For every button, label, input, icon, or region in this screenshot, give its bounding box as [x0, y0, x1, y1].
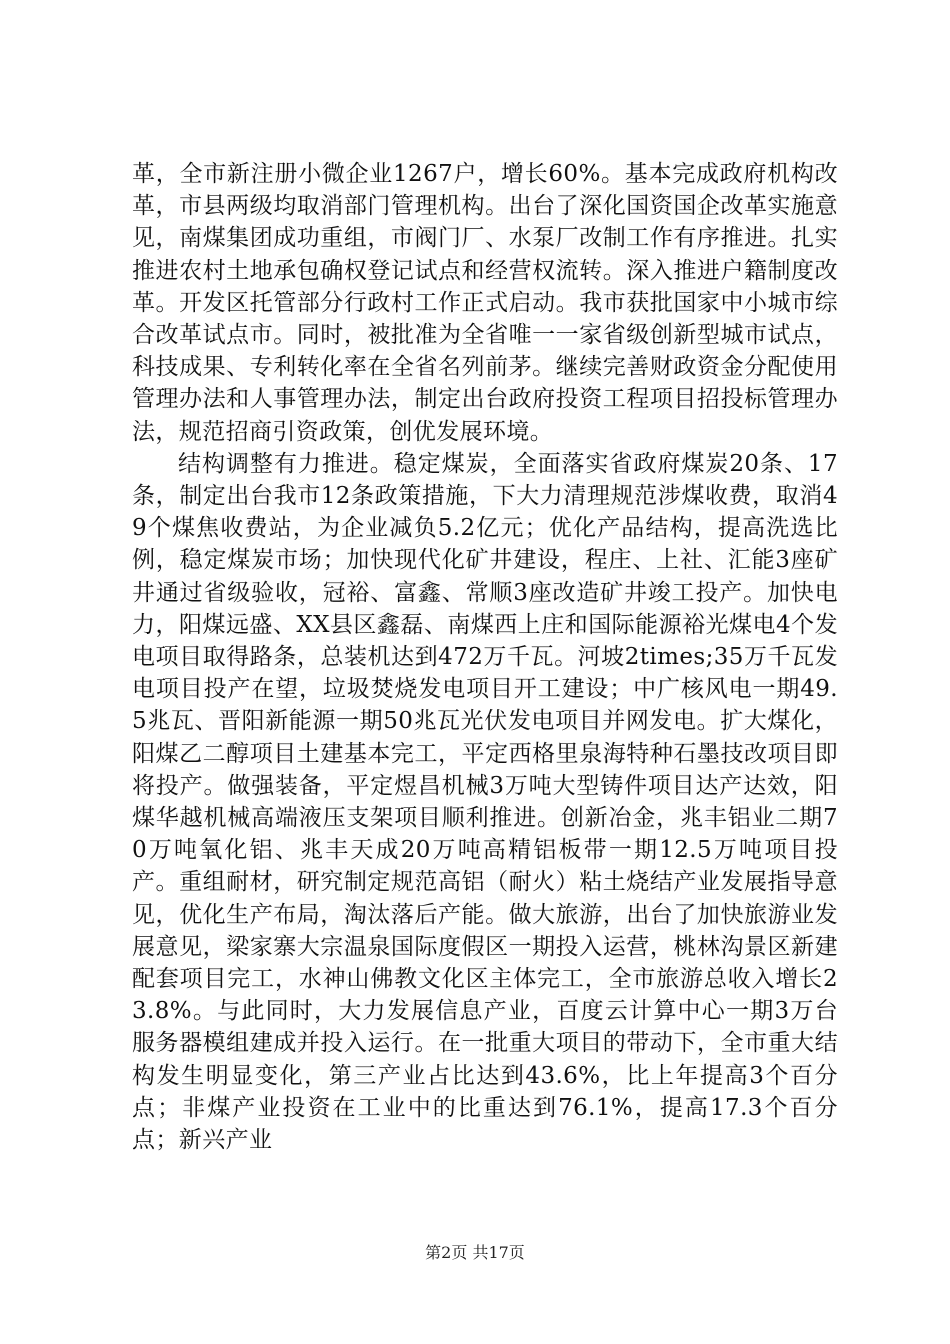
page-footer: 第2页 共17页 — [425, 1243, 525, 1262]
body-text — [132, 158, 838, 1156]
paragraph-reform-continued: 革，全市新注册小微企业1267户，增长60%。基本完成政府机构改革，市县两级均取消部门管理机构。出台了深化国资国企改革实施意见，南煤集团成功重组，市阀门厂、水泵厂改制工作有序推进。扎实推进农村土地承包确权登记试点和经营权流转。深入推进户籍制度改革。开发区托管部分行政村工作正式启动。我市获批国家中小城市综合改革试点市。同时，被批准为全省唯一一家省级创新型城市试点，科技成果、专利转化率在全省名列前茅。继续完善财政资金分配使用管理办法和人事管理办法，制定出台政府投资工程项目招投标管理办法，规范招商引资政策，创优发展环境。 — [132, 161, 838, 445]
paragraph-structural-adjustment: 结构调整有力推进。稳定煤炭，全面落实省政府煤炭20条、17条，制定出台我市12条政策措施，下大力清理规范涉煤收费，取消49个煤焦收费站，为企业减负5.2亿元；优化产品结构，提高洗选比例，稳定煤炭市场；加快现代化矿井建设，程庄、上社、汇能3座矿井通过省级验收，冠裕、富鑫、常顺3座改造矿井竣工投产。加快电力，阳煤远盛、XX县区鑫磊、南煤西上庄和国际能源裕光煤电4个发电项目取得路条，总装机达到472万千瓦。河坡2times;35万千瓦发电项目投产在望，垃圾焚烧发电项目开工建设；中广核风电一期49.5兆瓦、晋阳新能源一期50兆瓦光伏发电项目并网发电。扩大煤化，阳煤乙二醇项目土建基本完工，平定西格里泉海特种石墨技改项目即将投产。做强装备，平定煜昌机械3万吨大型铸件项目达产达效，阳煤华越机械高端液压支架项目顺利推进。创新冶金，兆丰铝业二期70万吨氧化铝、兆丰天成20万吨高精铝板带一期12.5万吨项目投产。重组耐材，研究制定规范高铝（耐火）粘土烧结产业发展指导意见，优化生产布局，淘汰落后产能。做大旅游，出台了加快旅游业发展意见，梁家寨大宗温泉国际度假区一期投入运营，桃林沟景区新建配套项目完工，水神山佛教文化区主体完工，全市旅游总收入增长23.8%。与此同时，大力发展信息产业，百度云计算中心一期3万台服务器模组建成并投入运行。在一批重大项目的带动下，全市重大结构发生明显变化，第三产业占比达到43.6%，比上年提高3个百分点；非煤产业投资在工业中的比重达到76.1%，提高17.3个百分点；新兴产业 — [132, 450, 838, 1154]
